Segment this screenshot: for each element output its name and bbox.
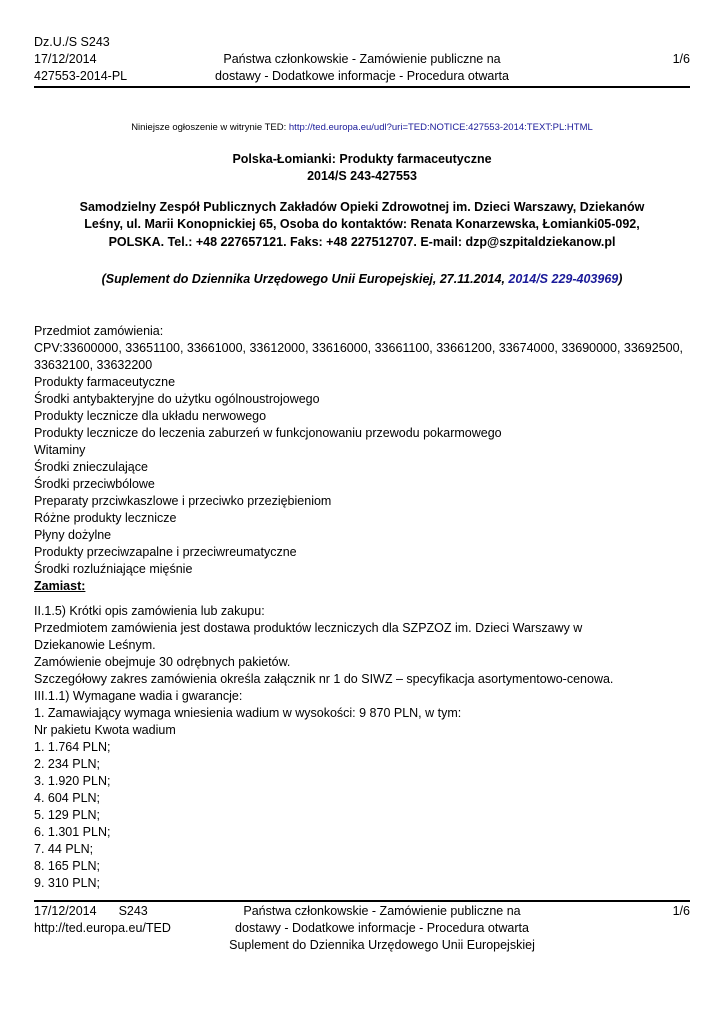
cpv-codes: CPV:33600000, 33651100, 33661000, 33612000, 33616000, 33661100, 33661200, 33674000, 33690000, 33692500, 33632100, 33632200 <box>34 341 683 372</box>
footer-title-line3: Suplement do Dziennika Urzędowego Unii Europejskiej <box>229 938 535 952</box>
subject-item: Różne produkty lecznicze <box>34 511 177 525</box>
footer-code: S243 <box>118 904 148 918</box>
supplement-close: ) <box>618 272 623 286</box>
subject-item: Środki znieczulające <box>34 460 148 474</box>
amendment-section <box>34 603 690 892</box>
section-description: Przedmiotem zamówienia jest dostawa produktów leczniczych dla SZPZOZ im. Dzieci Warszawy w Dziekanowie Leśnym. <box>34 621 583 652</box>
amount-row: 9. 310 PLN; <box>34 876 101 890</box>
page-footer <box>34 903 690 963</box>
amount-row: 1. 1.764 PLN; <box>34 740 111 754</box>
guarantee-heading: III.1.1) Wymagane wadia i gwarancje: <box>34 689 243 703</box>
contracting-authority-line1: Samodzielny Zespół Publicznych Zakładów Opieki Zdrowotnej im. Dzieci Warszawy, Dziekanów <box>79 200 645 214</box>
supplement-reference <box>34 271 690 288</box>
subject-item: Produkty lecznicze do leczenia zaburzeń w funkcjonowaniu przewodu pokarmowego <box>34 426 502 440</box>
header-title-line1: Państwa członkowskie - Zamówienie publiczne na <box>223 52 501 66</box>
footer-url[interactable]: http://ted.europa.eu/TED <box>34 921 171 935</box>
footer-left <box>34 903 171 937</box>
footer-title-line1: Państwa członkowskie - Zamówienie publiczne na <box>243 904 521 918</box>
supplement-ref-link[interactable]: 2014/S 229-403969 <box>508 272 619 286</box>
footer-divider <box>34 900 690 902</box>
subject-item: Płyny dożylne <box>34 528 112 542</box>
footer-date: 17/12/2014 <box>34 904 97 918</box>
amount-row: 6. 1.301 PLN; <box>34 825 111 839</box>
amount-row: 4. 604 PLN; <box>34 791 101 805</box>
amount-row: 5. 129 PLN; <box>34 808 101 822</box>
amount-row: 2. 234 PLN; <box>34 757 101 771</box>
contracting-authority-line2: Leśny, ul. Marii Konopnickiej 65, Osoba do kontaktów: Renata Konarzewska, Łomianki05-092, <box>84 217 640 232</box>
ted-notice-prefix: Niniejsze ogłoszenie w witrynie TED: <box>131 122 289 133</box>
subject-item: Witaminy <box>34 443 86 457</box>
page-header <box>34 34 690 88</box>
contracting-authority-line3: POLSKA. Tel.: +48 227657121. Faks: +48 227512707. E-mail: dzp@szpitaldziekanow.pl <box>108 234 616 249</box>
header-notice-number: 427553-2014-PL <box>34 69 128 83</box>
document-title-line1: Polska-Łomianki: Produkty farmaceutyczne <box>232 152 492 166</box>
footer-page-number: 1/6 <box>672 904 690 918</box>
subject-item: Produkty lecznicze dla układu nerwowego <box>34 409 267 423</box>
footer-title <box>214 903 550 954</box>
instead-label: Zamiast: <box>34 579 86 593</box>
guarantee-text: 1. Zamawiający wymaga wniesienia wadium w wysokości: 9 870 PLN, w tym: <box>34 706 462 720</box>
amount-row: 8. 165 PLN; <box>34 859 101 873</box>
subject-section <box>34 323 690 595</box>
amount-row: 7. 44 PLN; <box>34 842 94 856</box>
header-divider <box>34 86 690 88</box>
header-date: 17/12/2014 <box>34 52 97 66</box>
supplement-text: (Suplement do Dziennika Urzędowego Unii Europejskiej, 27.11.2014, <box>101 272 509 286</box>
header-doc-code: Dz.U./S S243 <box>34 35 110 49</box>
header-page-number: 1/6 <box>672 52 690 66</box>
subject-label: Przedmiot zamówienia: <box>34 324 164 338</box>
subject-item: Środki rozluźniające mięśnie <box>34 562 193 576</box>
ted-notice-link[interactable]: http://ted.europa.eu/udl?uri=TED:NOTICE:427553-2014:TEXT:PL:HTML <box>288 122 593 133</box>
amount-row: 3. 1.920 PLN; <box>34 774 111 788</box>
ted-notice <box>34 121 690 134</box>
header-left <box>34 34 127 85</box>
amount-table-header: Nr pakietu Kwota wadium <box>34 723 176 737</box>
document-title <box>34 151 690 185</box>
subject-item: Środki antybakteryjne do użytku ogólnoustrojowego <box>34 392 320 406</box>
header-title-line2: dostawy - Dodatkowe informacje - Procedura otwarta <box>215 69 509 83</box>
document-title-line2: 2014/S 243-427553 <box>307 169 417 183</box>
section-scope: Szczegółowy zakres zamówienia określa załącznik nr 1 do SIWZ – specyfikacja asortymentowo-cenowa. <box>34 672 614 686</box>
header-title <box>214 51 510 85</box>
section-heading: II.1.5) Krótki opis zamówienia lub zakupu: <box>34 604 265 618</box>
section-packages: Zamówienie obejmuje 30 odrębnych pakietów. <box>34 655 291 669</box>
footer-title-line2: dostawy - Dodatkowe informacje - Procedura otwarta <box>235 921 529 935</box>
subject-item: Produkty farmaceutyczne <box>34 375 176 389</box>
subject-item: Środki przeciwbólowe <box>34 477 155 491</box>
subject-item: Produkty przeciwzapalne i przeciwreumatyczne <box>34 545 297 559</box>
subject-item: Preparaty przciwkaszlowe i przeciwko przeziębieniom <box>34 494 332 508</box>
contracting-authority <box>60 199 664 251</box>
